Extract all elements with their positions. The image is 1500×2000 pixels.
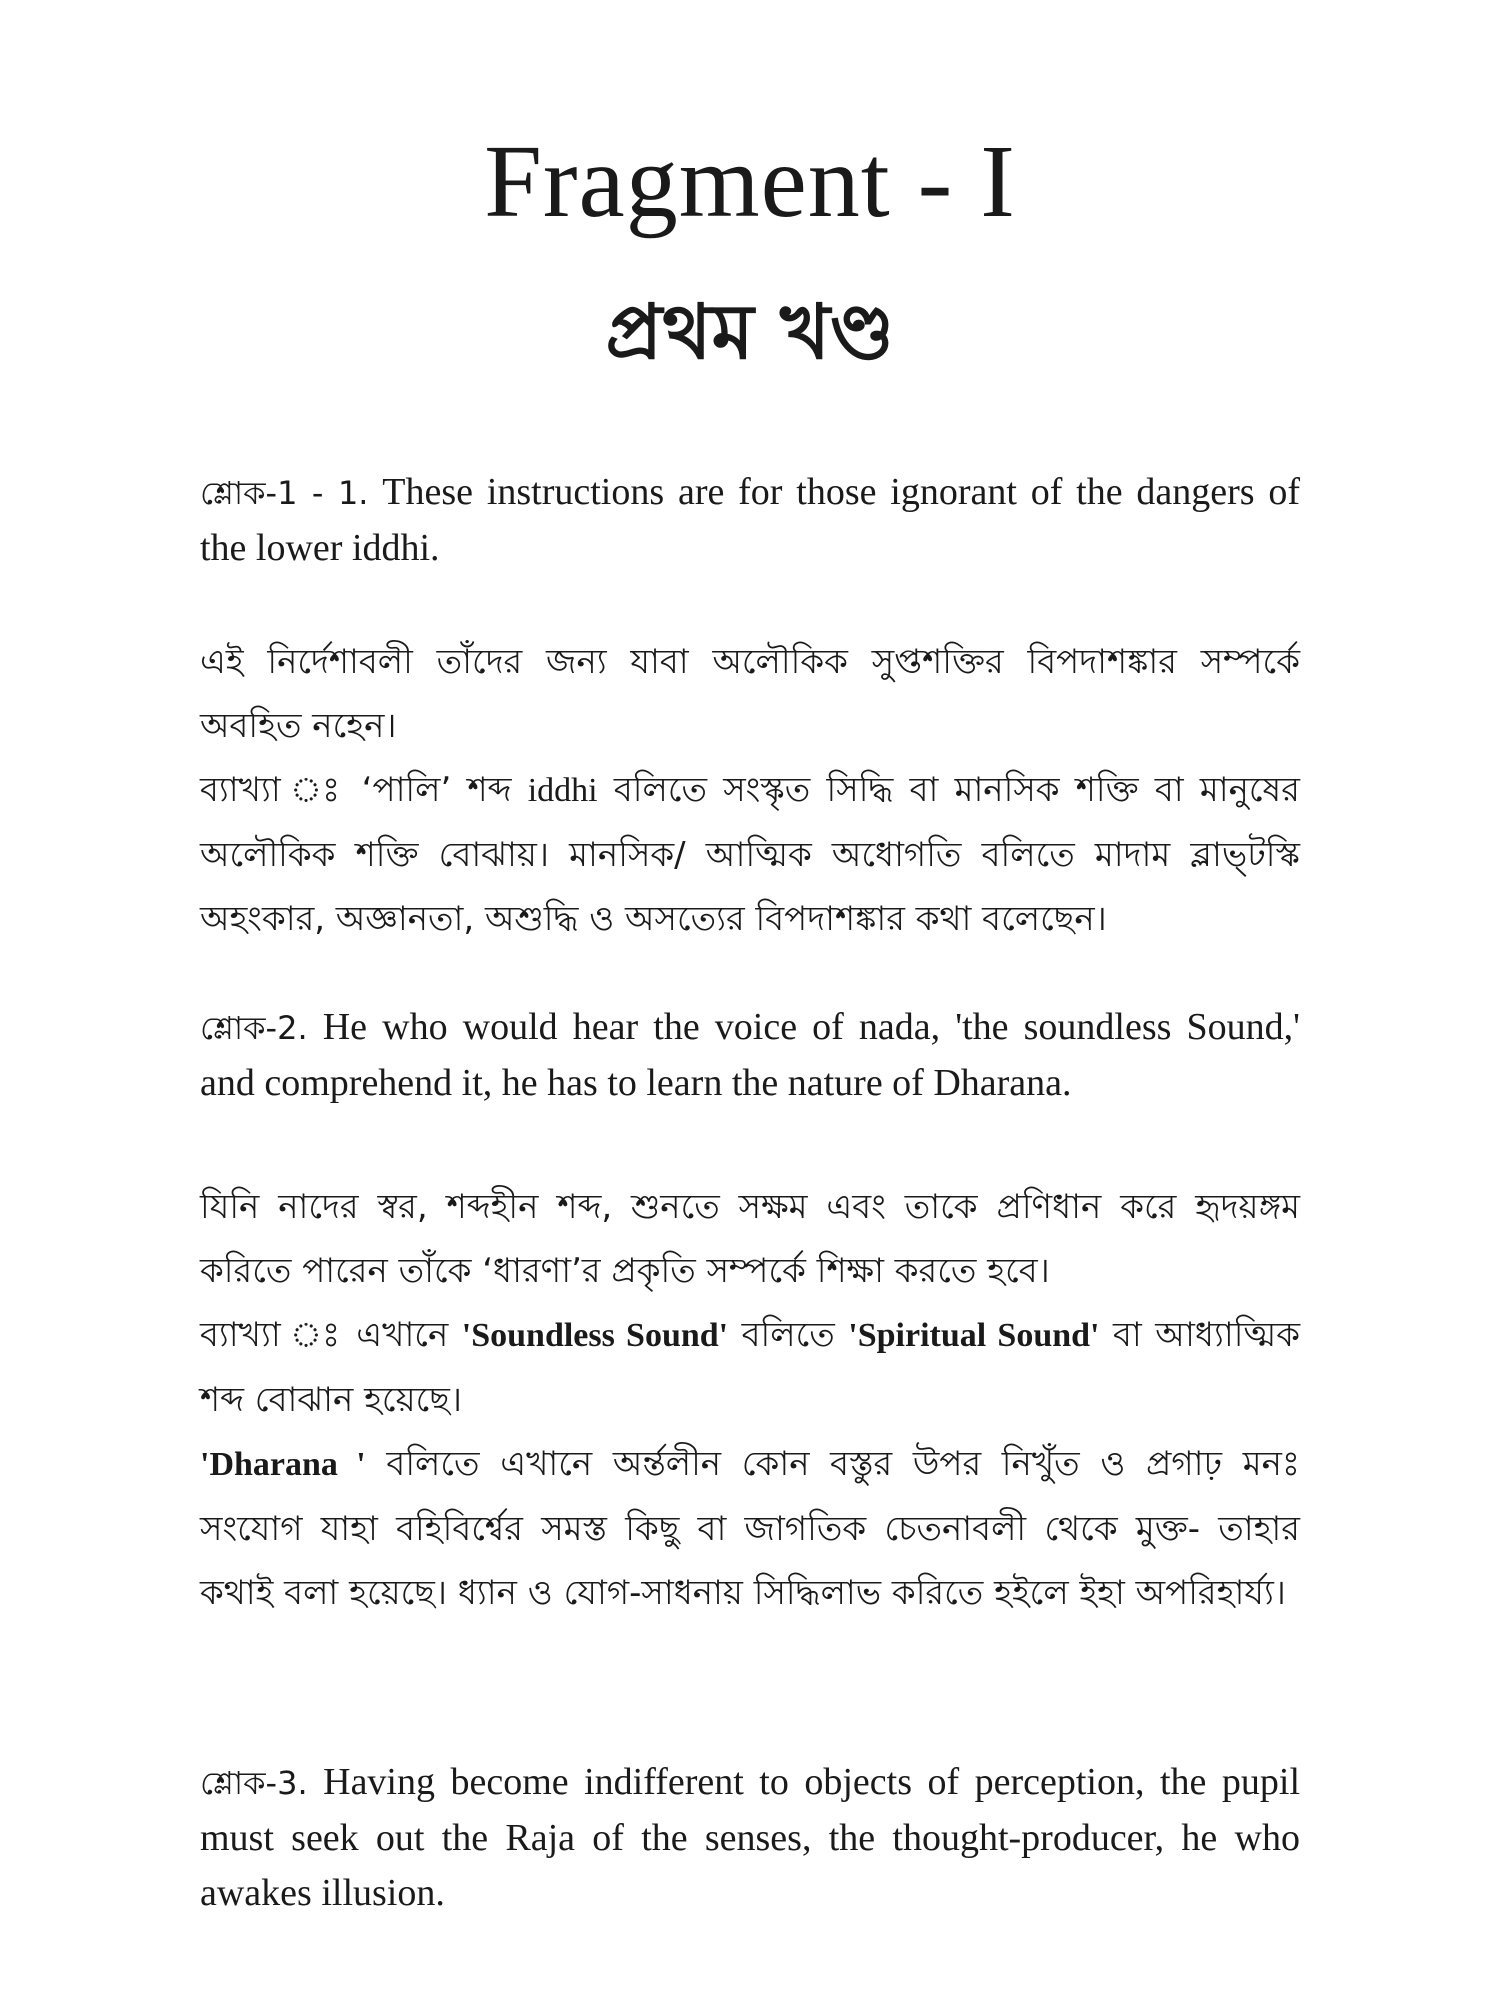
verse-bengali-translation: যিনি নাদের স্বর, শব্দহীন শব্দ, শুনতে সক্ষম এবং তাকে প্রণিধান করে হৃদয়ঙ্গম করিতে পারেন তাঁকে ‘ধারণা’র প্রকৃতি সম্পর্কে শিক্ষা করতে হবে। (200, 1187, 1300, 1291)
verse-english-text: He who would hear the voice of nada, 'the soundless Sound,' and comprehend it, he has to learn the nature of Dharana. (200, 1006, 1301, 1104)
verse-1-bengali (200, 630, 1300, 951)
term-soundless-sound: 'Soundless Sound' (461, 1317, 729, 1354)
page-title: Fragment - I (484, 124, 1016, 239)
verse-english-text: Having become indifferent to objects of perception, the pupil must seek out the Raja of the senses, the thought-producer, he who awakes illusion. (200, 1761, 1301, 1914)
term-dharana: 'Dharana ' (200, 1446, 366, 1483)
verse-bengali-translation: এই নির্দেশাবলী তাঁদের জন্য যাবা অলৌকিক সুপ্তশক্তির বিপদাশঙ্কার সম্পর্কে অবহিত নহেন। (200, 642, 1300, 746)
verse-1 (200, 465, 1300, 576)
term-spiritual-sound: 'Spiritual Sound' (848, 1317, 1100, 1354)
verse-explanation: ব্যাখ্যা ঃ এখানে 'Soundless Sound' বলিতে 'Spiritual Sound' বা আধ্যাত্মিক শব্দ বোঝান হয়েছে। (200, 1315, 1300, 1420)
term-iddhi: iddhi (527, 772, 598, 809)
verse-label: শ্লোক-2. (200, 1009, 308, 1047)
verse-explanation: ব্যাখ্যা ঃ ‘পালি’ শব্দ iddhi বলিতে সংস্কৃত সিদ্ধি বা মানসিক শক্তি বা মানুষের অলৌকিক শক্তি বোঝায়। মানসিক/ আত্মিক অধোগতি বলিতে মাদাম ব্লাভ্‌টস্কি অহংকার, অজ্ঞানতা, অশুদ্ধি ও অসত্যের বিপদাশঙ্কার কথা বলেছেন। (200, 770, 1300, 939)
verse-english-text: These instructions are for those ignorant of the dangers of the lower iddhi. (200, 471, 1301, 569)
verse-2-bengali (200, 1175, 1300, 1625)
page-subtitle-bengali: প্রথম খণ্ড (605, 287, 895, 376)
verse-3 (200, 1755, 1300, 1921)
verse-label: শ্লোক-1 - 1. (200, 474, 369, 512)
verse-label: শ্লোক-3. (200, 1764, 308, 1802)
verse-2 (200, 1000, 1300, 1111)
dharana-explanation: 'Dharana ' বলিতে এখানে অর্ন্তলীন কোন বস্তুর উপর নিখুঁত ও প্রগাঢ় মনঃ সংযোগ যাহা বহিবির্শ্বের সমস্ত কিছু বা জাগতিক চেতনাবলী থেকে মুক্ত- তাহার কথাই বলা হয়েছে। ধ্যান ও যোগ-সাধনায় সিদ্ধিলাভ করিতে হইলে ইহা অপরিহার্য্য। (200, 1444, 1301, 1613)
